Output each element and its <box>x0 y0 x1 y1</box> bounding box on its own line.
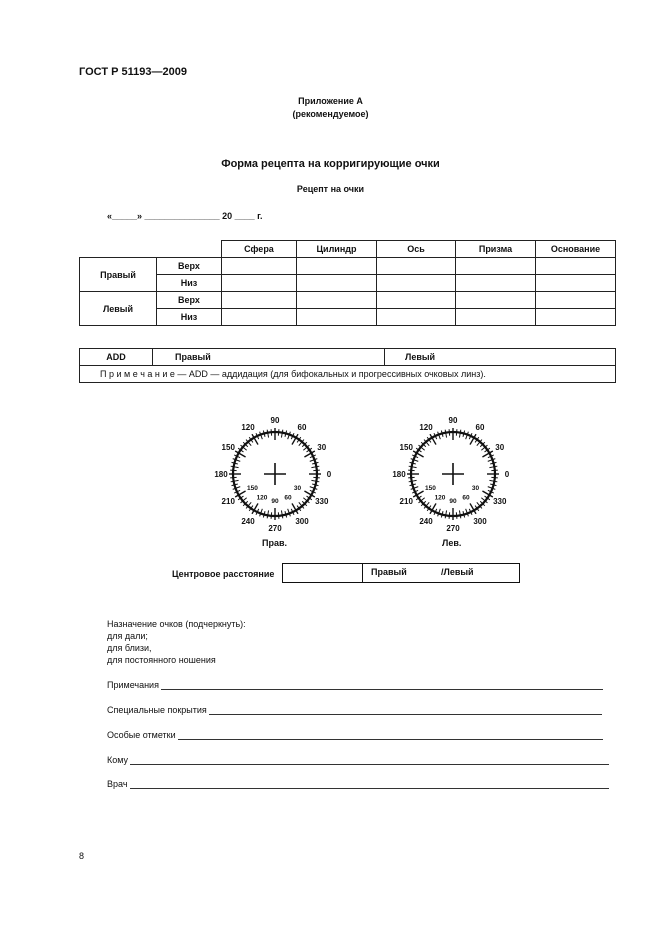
dial-outer-label: 0 <box>504 470 510 479</box>
cell-input[interactable] <box>222 309 297 326</box>
dial-inner-label: 30 <box>293 485 302 492</box>
col-header-axis: Ось <box>377 241 456 258</box>
dial-inner-label: 90 <box>449 498 457 505</box>
dial-outer-label: 150 <box>399 443 413 452</box>
left-eye-axis-dial[interactable] <box>383 408 523 558</box>
coatings-field[interactable] <box>107 705 602 715</box>
dial-tick <box>230 470 236 471</box>
dial-inner-label: 120 <box>256 494 268 502</box>
center-distance-label: Центровое расстояние <box>172 569 275 579</box>
notes-field[interactable] <box>107 680 603 690</box>
dial-tick <box>311 466 319 467</box>
col-header-sphere: Сфера <box>222 241 297 258</box>
coatings-line[interactable] <box>209 705 602 715</box>
dial-tick <box>278 512 279 518</box>
add-note: П р и м е ч а н и е — ADD — аддидация (для бифокальных и прогрессивных очковых линз). <box>80 366 616 383</box>
doctor-label: Врач <box>107 779 128 789</box>
dial-inner-label: 150 <box>425 485 436 492</box>
appendix-title: Приложение А <box>298 96 363 106</box>
dial-inner-label: 60 <box>284 494 292 502</box>
dial-outer-label: 330 <box>493 497 507 506</box>
dial-outer-label: 330 <box>315 497 329 506</box>
cd-right-label: Правый <box>371 567 407 577</box>
dial-inner-label: 60 <box>462 494 470 502</box>
dial-outer-label: 270 <box>446 524 460 533</box>
cell-input[interactable] <box>297 275 377 292</box>
dial-outer-label: 270 <box>268 524 282 533</box>
dial-tick <box>456 512 457 518</box>
cell-input[interactable] <box>222 258 297 275</box>
dial-inner-label: 90 <box>271 498 279 505</box>
dial-tick <box>449 429 450 435</box>
dial-outer-label: 30 <box>495 443 505 452</box>
dial-tick <box>281 430 282 438</box>
left-dial-caption: Лев. <box>442 538 462 548</box>
cell-input[interactable] <box>456 275 536 292</box>
to-whom-label: Кому <box>107 755 129 765</box>
divider <box>362 564 363 582</box>
dial-outer-label: 0 <box>326 470 332 479</box>
doctor-line[interactable] <box>130 779 609 789</box>
table-row <box>80 292 616 309</box>
cell-input[interactable] <box>456 258 536 275</box>
cell-input[interactable] <box>222 292 297 309</box>
add-right-cell[interactable]: Правый <box>153 349 385 366</box>
dial-tick <box>231 466 239 467</box>
dial-tick <box>408 470 414 471</box>
cell-input[interactable] <box>536 309 616 326</box>
purpose-option-constant[interactable]: для постоянного ношения <box>107 655 216 665</box>
dial-tick <box>409 466 417 467</box>
dial-tick <box>278 429 279 435</box>
dial-tick <box>271 512 272 518</box>
col-header-prism: Призма <box>456 241 536 258</box>
doctor-field[interactable] <box>107 779 609 789</box>
subrow-label: Низ <box>157 309 222 326</box>
cell-input[interactable] <box>377 292 456 309</box>
dial-outer-label: 300 <box>473 516 487 526</box>
dial-tick <box>311 480 319 481</box>
dial-outer-label: 180 <box>214 470 228 479</box>
date-line[interactable]: «_____» _______________ 20 ____ г. <box>107 211 263 221</box>
row-label-left: Левый <box>80 292 157 326</box>
table-row <box>80 275 616 292</box>
dial-tick <box>231 480 239 481</box>
right-eye-axis-dial[interactable] <box>205 408 345 558</box>
special-marks-line[interactable] <box>178 730 603 740</box>
cell-input[interactable] <box>456 309 536 326</box>
form-title: Форма рецепта на корригирующие очки <box>221 158 440 170</box>
dial-tick <box>409 480 417 481</box>
dial-tick <box>230 477 236 478</box>
dial-outer-label: 90 <box>448 416 458 425</box>
cell-input[interactable] <box>297 258 377 275</box>
table-corner <box>80 241 157 258</box>
add-left-cell[interactable]: Левый <box>385 349 616 366</box>
row-label-right: Правый <box>80 258 157 292</box>
col-header-base: Основание <box>536 241 616 258</box>
coatings-label: Специальные покрытия <box>107 705 207 715</box>
dial-outer-label: 300 <box>295 516 309 526</box>
purpose-option-near[interactable]: для близи, <box>107 643 152 653</box>
cell-input[interactable] <box>536 258 616 275</box>
dial-tick <box>491 477 497 478</box>
dial-outer-label: 60 <box>475 423 485 433</box>
dial-tick <box>313 470 319 471</box>
table-row <box>80 309 616 326</box>
dial-tick <box>491 470 497 471</box>
dial-outer-label: 90 <box>270 416 280 425</box>
cell-input[interactable] <box>377 258 456 275</box>
dial-tick <box>459 510 460 518</box>
recipe-title: Рецепт на очки <box>296 184 365 194</box>
notes-label: Примечания <box>107 680 159 690</box>
dial-outer-label: 210 <box>221 497 235 506</box>
dial-outer-label: 180 <box>392 470 406 479</box>
add-table <box>79 348 616 383</box>
dial-outer-label: 120 <box>419 423 433 433</box>
purpose-title: Назначение очков (подчеркнуть): <box>107 619 246 629</box>
subrow-label: Низ <box>157 275 222 292</box>
page-number: 8 <box>79 851 85 861</box>
cell-input[interactable] <box>377 275 456 292</box>
dial-outer-label: 240 <box>419 516 433 526</box>
cell-input[interactable] <box>536 275 616 292</box>
cell-input[interactable] <box>222 275 297 292</box>
cell-input[interactable] <box>297 292 377 309</box>
dial-tick <box>489 480 497 481</box>
dial-inner-label: 30 <box>471 485 480 492</box>
dial-tick <box>267 510 268 518</box>
dial-tick <box>281 510 282 518</box>
cell-input[interactable] <box>536 292 616 309</box>
dial-outer-label: 60 <box>297 423 307 433</box>
special-marks-label: Особые отметки <box>107 730 176 740</box>
subrow-label: Верх <box>157 258 222 275</box>
dial-outer-label: 120 <box>241 423 255 433</box>
special-marks-field[interactable] <box>107 730 603 740</box>
to-whom-field[interactable] <box>107 755 609 765</box>
dial-tick <box>456 429 457 435</box>
dial-outer-label: 240 <box>241 516 255 526</box>
appendix-type: (рекомендуемое) <box>292 109 369 119</box>
add-label: ADD <box>80 349 153 366</box>
dial-inner-label: 120 <box>434 494 446 502</box>
dial-tick <box>271 429 272 435</box>
dial-tick <box>449 512 450 518</box>
table-corner-2 <box>157 241 222 258</box>
purpose-option-far[interactable]: для дали; <box>107 631 148 641</box>
dial-outer-label: 150 <box>221 443 235 452</box>
dial-tick <box>445 430 446 438</box>
cell-input[interactable] <box>377 309 456 326</box>
subrow-label: Верх <box>157 292 222 309</box>
table-row <box>80 349 616 366</box>
notes-line[interactable] <box>161 680 603 690</box>
standard-header: ГОСТ Р 51193—2009 <box>79 66 187 78</box>
cd-left-label: /Левый <box>441 567 474 577</box>
prescription-table <box>79 240 616 326</box>
cell-input[interactable] <box>297 309 377 326</box>
dial-tick <box>459 430 460 438</box>
dial-tick <box>445 510 446 518</box>
table-row <box>80 366 616 383</box>
right-dial-caption: Прав. <box>262 538 288 548</box>
dial-tick <box>408 477 414 478</box>
dial-tick <box>489 466 497 467</box>
cell-input[interactable] <box>456 292 536 309</box>
dial-tick <box>267 430 268 438</box>
dial-tick <box>313 477 319 478</box>
table-row <box>80 258 616 275</box>
dial-outer-label: 30 <box>317 443 327 452</box>
col-header-cylinder: Цилиндр <box>297 241 377 258</box>
center-distance-box[interactable] <box>282 563 520 583</box>
to-whom-line[interactable] <box>130 755 609 765</box>
dial-inner-label: 150 <box>247 485 258 492</box>
dial-outer-label: 210 <box>399 497 413 506</box>
